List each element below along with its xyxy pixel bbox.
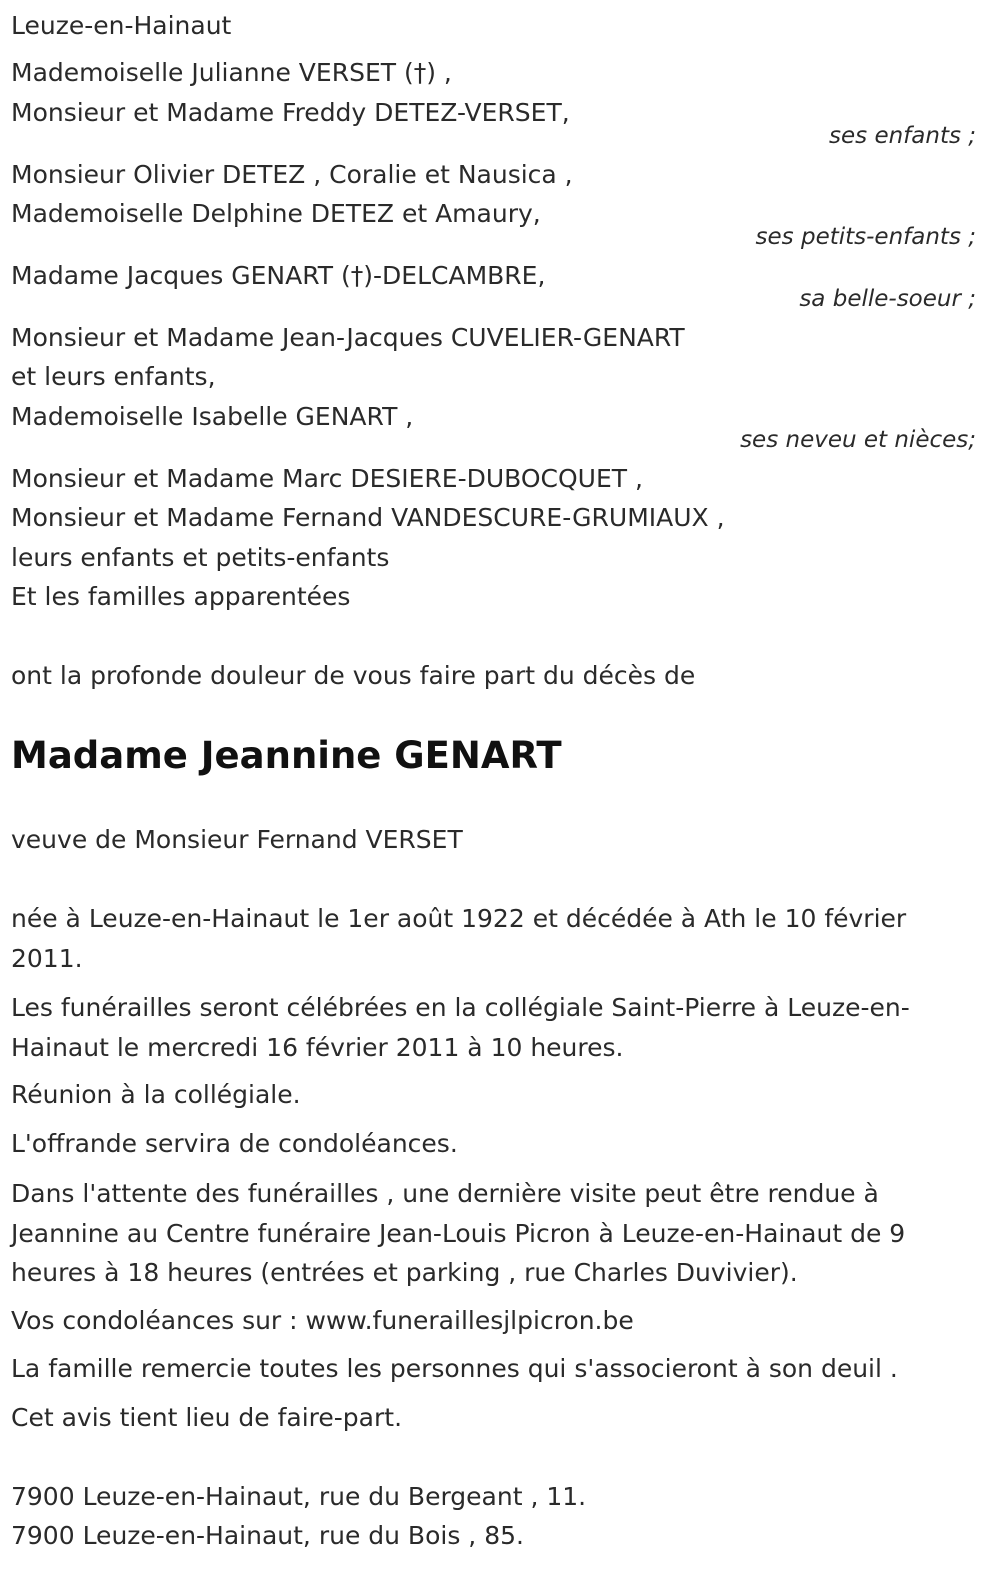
- town-name: Leuze-en-Hainaut: [11, 11, 232, 40]
- birth-death-text: née à Leuze-en-Hainaut le 1er août 1922 et décédée à Ath le 10 février 2011.: [11, 904, 907, 973]
- condolences-link-text: Vos condoléances sur : www.funeraillesjlpicron.be: [11, 1306, 634, 1335]
- widow-of-text: veuve de Monsieur Fernand VERSET: [11, 825, 463, 854]
- relation-label: sa belle-soeur ;: [799, 286, 976, 312]
- family-line: Monsieur et Madame Jean-Jacques CUVELIER-GENART: [11, 323, 685, 352]
- family-line: Monsieur et Madame Fernand VANDESCURE-GRUMIAUX ,: [11, 503, 725, 532]
- family-line: et leurs enfants,: [11, 362, 216, 391]
- family-line: leurs enfants et petits-enfants: [11, 543, 390, 572]
- relation-label: ses enfants ;: [829, 123, 976, 149]
- family-line: Mademoiselle Delphine DETEZ et Amaury,: [11, 199, 541, 228]
- offering-text: L'offrande servira de condoléances.: [11, 1129, 458, 1158]
- family-line: Madame Jacques GENART (†)-DELCAMBRE,: [11, 261, 546, 290]
- family-line: Monsieur et Madame Freddy DETEZ-VERSET,: [11, 98, 570, 127]
- thanks-text: La famille remercie toutes les personnes qui s'associeront à son deuil .: [11, 1354, 898, 1383]
- funeral-text: Les funérailles seront célébrées en la collégiale Saint-Pierre à Leuze-en-Hainaut le mercredi 16 février 2011 à 10 heures.: [11, 993, 910, 1062]
- address-line: 7900 Leuze-en-Hainaut, rue du Bois , 85.: [11, 1521, 524, 1550]
- family-line: Mademoiselle Isabelle GENART ,: [11, 402, 414, 431]
- family-line: Monsieur et Madame Marc DESIERE-DUBOCQUET ,: [11, 464, 643, 493]
- announcement-text: ont la profonde douleur de vous faire part du décès de: [11, 661, 696, 690]
- visit-text: Dans l'attente des funérailles , une dernière visite peut être rendue à Jeannine au Centre funéraire Jean-Louis Picron à Leuze-en-Hainaut de 9 heures à 18 heures (entrées et parking , rue Charles Duvivier).: [11, 1179, 906, 1287]
- family-line: Et les familles apparentées: [11, 582, 351, 611]
- family-line: Monsieur Olivier DETEZ , Coralie et Nausica ,: [11, 160, 573, 189]
- deceased-name: Madame Jeannine GENART: [11, 734, 562, 777]
- family-line: Mademoiselle Julianne VERSET (†) ,: [11, 58, 452, 87]
- relation-label: ses petits-enfants ;: [755, 224, 976, 250]
- relation-label: ses neveu et nièces;: [740, 427, 976, 453]
- address-line: 7900 Leuze-en-Hainaut, rue du Bergeant , 11.: [11, 1482, 587, 1511]
- notice-text: Cet avis tient lieu de faire-part.: [11, 1403, 403, 1432]
- meeting-text: Réunion à la collégiale.: [11, 1080, 301, 1109]
